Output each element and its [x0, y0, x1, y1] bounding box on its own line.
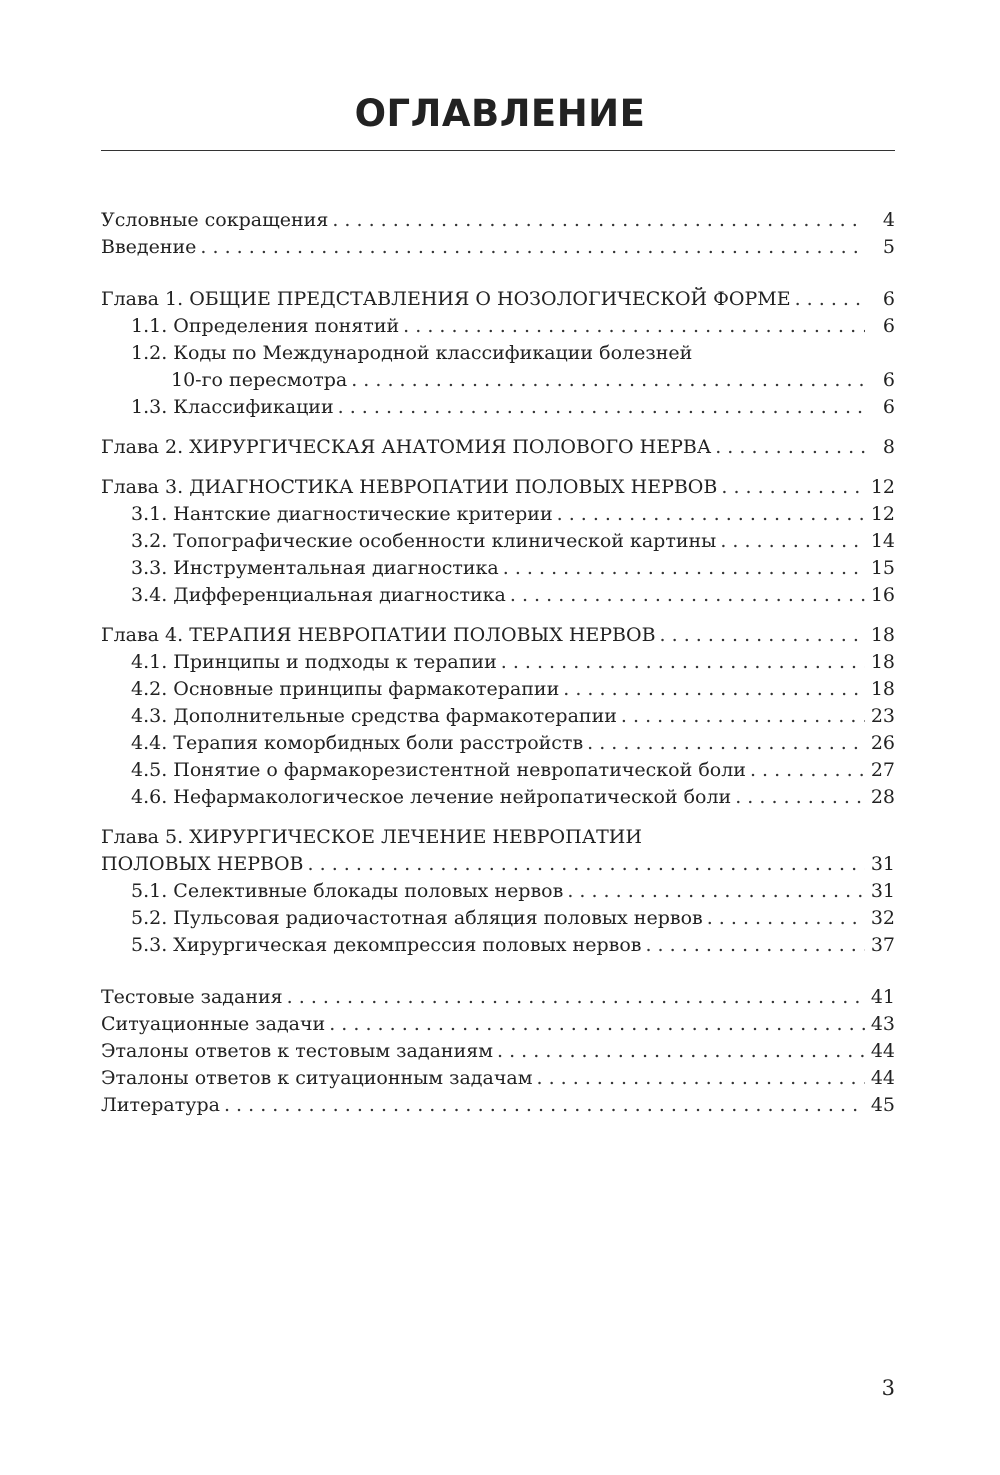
toc-entry-label: 4.3. Дополнительные средства фармакотерапии — [131, 705, 617, 727]
dot-leader — [503, 555, 865, 582]
toc-entry-chapter-3[interactable] — [101, 474, 895, 501]
toc-entry-label: Глава 1. ОБЩИЕ ПРЕДСТАВЛЕНИЯ О НОЗОЛОГИЧЕСКОЙ ФОРМЕ — [101, 288, 791, 310]
toc-entry-page: 32 — [870, 907, 895, 929]
dot-leader — [308, 851, 865, 878]
toc-entry-page: 43 — [870, 1013, 895, 1035]
toc-entry-chapter-5[interactable] — [101, 824, 895, 851]
dot-leader — [660, 622, 865, 649]
toc-entry-label-continued: 10-го пересмотра — [171, 369, 348, 391]
toc-entry-chapter-4[interactable] — [101, 622, 895, 649]
toc-entry-page: 45 — [870, 1094, 895, 1116]
toc-entry-label: 3.1. Нантские диагностические критерии — [131, 503, 553, 525]
dot-leader — [795, 286, 865, 313]
toc-entry-section-3-4[interactable] — [101, 582, 895, 609]
toc-entry-label: Условные сокращения — [101, 209, 329, 231]
toc-entry-label: Литература — [101, 1094, 220, 1116]
toc-entry-section-5-3[interactable] — [101, 932, 895, 959]
dot-leader — [567, 878, 865, 905]
toc-entry-page: 18 — [870, 624, 895, 646]
toc-entry-case-answers[interactable] — [101, 1065, 895, 1092]
toc-entry-section-4-5[interactable] — [101, 757, 895, 784]
toc-entry-page: 26 — [870, 732, 895, 754]
toc-entry-label: 5.1. Селективные блокады половых нервов — [131, 880, 564, 902]
toc-entry-label-continued: ПОЛОВЫХ НЕРВОВ — [101, 853, 304, 875]
dot-leader — [224, 1092, 865, 1119]
toc-entry-section-4-6[interactable] — [101, 784, 895, 811]
dot-leader — [563, 676, 865, 703]
toc-entry-page: 27 — [870, 759, 895, 781]
toc-entry-label: 1.1. Определения понятий — [131, 315, 400, 337]
toc-entry-label: Введение — [101, 236, 197, 258]
toc-entry-page: 18 — [870, 651, 895, 673]
toc-entry-page: 31 — [870, 880, 895, 902]
toc-entry-label: 3.2. Топографические особенности клинической картины — [131, 530, 717, 552]
toc-entry-page: 12 — [870, 503, 895, 525]
toc-entry-label: 3.4. Дифференциальная диагностика — [131, 584, 506, 606]
toc-entry-section-1-2[interactable] — [101, 340, 895, 367]
page-title: ОГЛАВЛЕНИЕ — [354, 92, 646, 135]
toc-entry-label: 4.5. Понятие о фармакорезистентной невропатической боли — [131, 759, 746, 781]
toc-entry-page: 14 — [870, 530, 895, 552]
toc-entry-section-5-1[interactable] — [101, 878, 895, 905]
dot-leader — [621, 703, 865, 730]
toc-entry-page: 6 — [882, 369, 895, 391]
toc-entry-section-4-2[interactable] — [101, 676, 895, 703]
toc-entry-section-5-2[interactable] — [101, 905, 895, 932]
toc-entry-label: 4.6. Нефармакологическое лечение нейропатической боли — [131, 786, 732, 808]
toc-entry-page: 15 — [870, 557, 895, 579]
toc-entry-label: Эталоны ответов к ситуационным задачам — [101, 1067, 533, 1089]
toc-entry-label: Эталоны ответов к тестовым заданиям — [101, 1040, 493, 1062]
toc-entry-label: Глава 5. ХИРУРГИЧЕСКОЕ ЛЕЧЕНИЕ НЕВРОПАТИИ — [101, 826, 642, 848]
dot-leader — [645, 932, 865, 959]
dot-leader — [351, 367, 865, 394]
toc-entry-label: 4.1. Принципы и подходы к терапии — [131, 651, 497, 673]
title-divider — [101, 150, 895, 151]
dot-leader — [332, 207, 865, 234]
dot-leader — [720, 528, 865, 555]
toc-entry-chapter-1[interactable] — [101, 286, 895, 313]
toc-entry-page: 41 — [870, 986, 895, 1008]
toc-entry-label: 1.2. Коды по Международной классификации болезней — [131, 342, 693, 364]
toc-entry-page: 28 — [870, 786, 895, 808]
toc-entry-section-1-3[interactable] — [101, 394, 895, 421]
dot-leader — [537, 1065, 866, 1092]
toc-entry-test-tasks[interactable] — [101, 984, 895, 1011]
dot-leader — [329, 1011, 865, 1038]
toc-entry-page: 6 — [882, 315, 895, 337]
toc-entry-page: 6 — [882, 288, 895, 310]
toc-entry-page: 5 — [882, 236, 895, 258]
toc-entry-label: Ситуационные задачи — [101, 1013, 326, 1035]
dot-leader — [403, 313, 865, 340]
dot-leader — [338, 394, 865, 421]
toc-entry-label: Глава 3. ДИАГНОСТИКА НЕВРОПАТИИ ПОЛОВЫХ НЕРВОВ — [101, 476, 718, 498]
toc-entry-section-3-2[interactable] — [101, 528, 895, 555]
toc-entry-section-4-4[interactable] — [101, 730, 895, 757]
toc-entry-case-tasks[interactable] — [101, 1011, 895, 1038]
toc-entry-section-4-3[interactable] — [101, 703, 895, 730]
toc-entry-label: 5.3. Хирургическая декомпрессия половых нервов — [131, 934, 642, 956]
table-of-contents — [101, 207, 895, 1119]
toc-entry-page: 37 — [870, 934, 895, 956]
dot-leader — [587, 730, 865, 757]
page-number: 3 — [881, 1376, 895, 1400]
toc-entry-page: 44 — [870, 1040, 895, 1062]
dot-leader — [735, 784, 865, 811]
toc-entry-section-3-1[interactable] — [101, 501, 895, 528]
toc-entry-label: Глава 2. ХИРУРГИЧЕСКАЯ АНАТОМИЯ ПОЛОВОГО НЕРВА — [101, 436, 712, 458]
toc-entry-label: Глава 4. ТЕРАПИЯ НЕВРОПАТИИ ПОЛОВЫХ НЕРВОВ — [101, 624, 656, 646]
dot-leader — [707, 905, 865, 932]
dot-leader — [715, 434, 865, 461]
toc-entry-section-3-3[interactable] — [101, 555, 895, 582]
dot-leader — [501, 649, 865, 676]
toc-entry-test-answers[interactable] — [101, 1038, 895, 1065]
toc-entry-label: 3.3. Инструментальная диагностика — [131, 557, 499, 579]
toc-entry-page: 12 — [870, 476, 895, 498]
dot-leader — [557, 501, 865, 528]
toc-entry-label: 4.4. Терапия коморбидных боли расстройств — [131, 732, 584, 754]
toc-entry-page: 8 — [882, 436, 895, 458]
toc-entry-label: Тестовые задания — [101, 986, 283, 1008]
toc-entry-chapter-5-cont[interactable] — [101, 851, 895, 878]
toc-entry-literature[interactable] — [101, 1092, 895, 1119]
dot-leader — [510, 582, 865, 609]
dot-leader — [750, 757, 865, 784]
toc-entry-page: 44 — [870, 1067, 895, 1089]
dot-leader — [497, 1038, 865, 1065]
toc-entry-abbreviations[interactable] — [101, 207, 895, 234]
dot-leader — [721, 474, 865, 501]
toc-entry-page: 23 — [870, 705, 895, 727]
toc-entry-page: 4 — [882, 209, 895, 231]
toc-entry-page: 18 — [870, 678, 895, 700]
toc-entry-page: 6 — [882, 396, 895, 418]
toc-entry-introduction[interactable] — [101, 234, 895, 261]
toc-entry-label: 1.3. Классификации — [131, 396, 334, 418]
toc-entry-page: 31 — [870, 853, 895, 875]
toc-entry-label: 4.2. Основные принципы фармакотерапии — [131, 678, 560, 700]
toc-entry-section-4-1[interactable] — [101, 649, 895, 676]
toc-entry-section-1-1[interactable] — [101, 313, 895, 340]
dot-leader — [287, 984, 865, 1011]
toc-entry-section-1-2-cont[interactable] — [101, 367, 895, 394]
toc-entry-chapter-2[interactable] — [101, 434, 895, 461]
dot-leader — [200, 234, 865, 261]
toc-entry-label: 5.2. Пульсовая радиочастотная абляция половых нервов — [131, 907, 703, 929]
toc-entry-page: 16 — [870, 584, 895, 606]
